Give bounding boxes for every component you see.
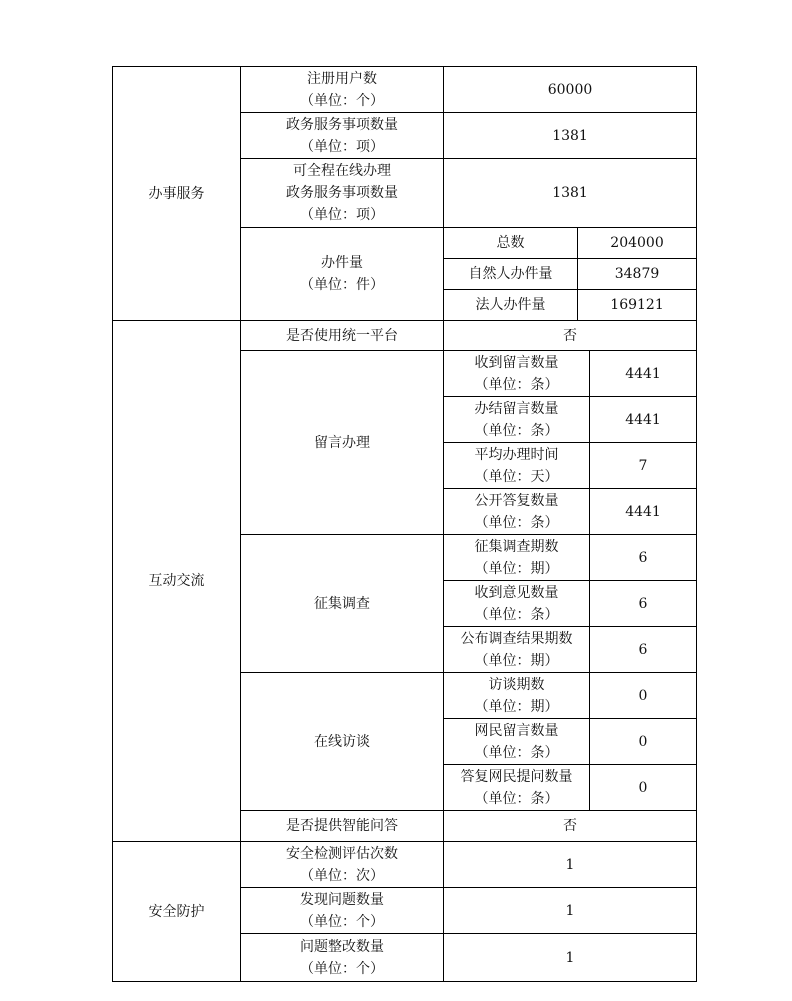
item-label: 访谈期数 bbox=[488, 676, 545, 693]
table-row bbox=[113, 842, 697, 888]
interview-sub-label bbox=[444, 765, 590, 811]
item-label: 网民留言数量 bbox=[474, 722, 559, 739]
security-item-label bbox=[241, 888, 444, 934]
interview-sub-value: 0 bbox=[590, 673, 697, 719]
item-label: 征集调查期数 bbox=[474, 538, 559, 555]
item-label: 政务服务事项数量 bbox=[286, 185, 398, 201]
item-unit: （单位：期） bbox=[474, 698, 559, 715]
item-unit: （单位：条） bbox=[474, 790, 559, 807]
volume-sub-value: 169121 bbox=[578, 290, 697, 321]
messages-sub-value: 7 bbox=[590, 443, 697, 489]
item-unit: （单位：个） bbox=[300, 960, 384, 977]
category-security bbox=[113, 842, 241, 982]
messages-sub-label bbox=[444, 397, 590, 443]
reg-users-value: 60000 bbox=[444, 67, 697, 113]
item-label: 注册用户数 bbox=[307, 70, 377, 87]
survey-sub-label bbox=[444, 581, 590, 627]
survey-sub-value: 6 bbox=[590, 535, 697, 581]
volume-sub-value: 34879 bbox=[578, 259, 697, 290]
item-unit: （单位：条） bbox=[474, 376, 559, 393]
item-label: 办结留言数量 bbox=[474, 400, 559, 417]
item-label: 公布调查结果期数 bbox=[460, 630, 573, 647]
item-label: 平均办理时间 bbox=[474, 446, 559, 463]
items-value: 1381 bbox=[444, 113, 697, 159]
volume-sub-label: 总数 bbox=[444, 228, 578, 259]
survey-sub-label bbox=[444, 627, 590, 673]
item-unit: （单位：项） bbox=[300, 207, 384, 223]
survey-sub-label bbox=[444, 535, 590, 581]
survey-sub-value: 6 bbox=[590, 627, 697, 673]
item-unit: （单位：天） bbox=[474, 468, 559, 485]
category-label: 安全防护 bbox=[148, 903, 205, 920]
messages-sub-label bbox=[444, 489, 590, 535]
item-label: 可全程在线办理 bbox=[293, 163, 391, 179]
interview-sub-value: 0 bbox=[590, 719, 697, 765]
item-label: 收到意见数量 bbox=[474, 584, 559, 601]
security-item-value: 1 bbox=[444, 842, 697, 888]
online-items-label bbox=[241, 159, 444, 228]
security-item-value: 1 bbox=[444, 888, 697, 934]
items-label bbox=[241, 113, 444, 159]
messages-label: 留言办理 bbox=[241, 351, 444, 535]
item-unit: （单位：期） bbox=[474, 560, 559, 577]
unified-platform-label: 是否使用统一平台 bbox=[241, 321, 444, 351]
item-label: 公开答复数量 bbox=[474, 492, 559, 509]
item-label: 政务服务事项数量 bbox=[286, 116, 398, 133]
messages-sub-label bbox=[444, 443, 590, 489]
item-label: 收到留言数量 bbox=[474, 354, 559, 371]
table-row bbox=[113, 67, 697, 113]
smart-qa-value: 否 bbox=[444, 811, 697, 842]
unified-platform-value: 否 bbox=[444, 321, 697, 351]
item-unit: （单位：期） bbox=[474, 652, 559, 669]
volume-sub-label: 自然人办件量 bbox=[444, 259, 578, 290]
item-label: 答复网民提问数量 bbox=[460, 768, 573, 785]
item-unit: （单位：件） bbox=[300, 277, 384, 293]
volume-label bbox=[241, 228, 444, 321]
survey-label: 征集调查 bbox=[241, 535, 444, 673]
item-unit: （单位：条） bbox=[474, 606, 559, 623]
item-label: 安全检测评估次数 bbox=[286, 845, 398, 862]
messages-sub-value: 4441 bbox=[590, 397, 697, 443]
statistics-table bbox=[112, 66, 697, 982]
security-item-label bbox=[241, 842, 444, 888]
security-item-value: 1 bbox=[444, 934, 697, 982]
volume-sub-label: 法人办件量 bbox=[444, 290, 578, 321]
interview-sub-value: 0 bbox=[590, 765, 697, 811]
reg-users-label bbox=[241, 67, 444, 113]
table-row bbox=[113, 321, 697, 351]
messages-sub-label bbox=[444, 351, 590, 397]
smart-qa-label: 是否提供智能问答 bbox=[241, 811, 444, 842]
item-unit: （单位：条） bbox=[474, 422, 559, 439]
survey-sub-value: 6 bbox=[590, 581, 697, 627]
interview-sub-label bbox=[444, 673, 590, 719]
item-unit: （单位：条） bbox=[474, 514, 559, 531]
security-item-label bbox=[241, 934, 444, 982]
messages-sub-value: 4441 bbox=[590, 351, 697, 397]
item-unit: （单位：个） bbox=[300, 92, 384, 109]
item-unit: （单位：次） bbox=[300, 867, 384, 884]
category-label: 办事服务 bbox=[148, 185, 205, 202]
item-label: 问题整改数量 bbox=[300, 938, 384, 955]
item-unit: （单位：项） bbox=[300, 138, 384, 155]
category-interaction bbox=[113, 321, 241, 842]
volume-sub-value: 204000 bbox=[578, 228, 697, 259]
interview-sub-label bbox=[444, 719, 590, 765]
item-unit: （单位：个） bbox=[300, 913, 384, 930]
item-unit: （单位：条） bbox=[474, 744, 559, 761]
interview-label: 在线访谈 bbox=[241, 673, 444, 811]
item-label: 办件量 bbox=[321, 255, 363, 271]
category-service bbox=[113, 67, 241, 321]
category-label: 互动交流 bbox=[148, 573, 205, 589]
messages-sub-value: 4441 bbox=[590, 489, 697, 535]
online-items-value: 1381 bbox=[444, 159, 697, 228]
item-label: 发现问题数量 bbox=[300, 891, 384, 908]
